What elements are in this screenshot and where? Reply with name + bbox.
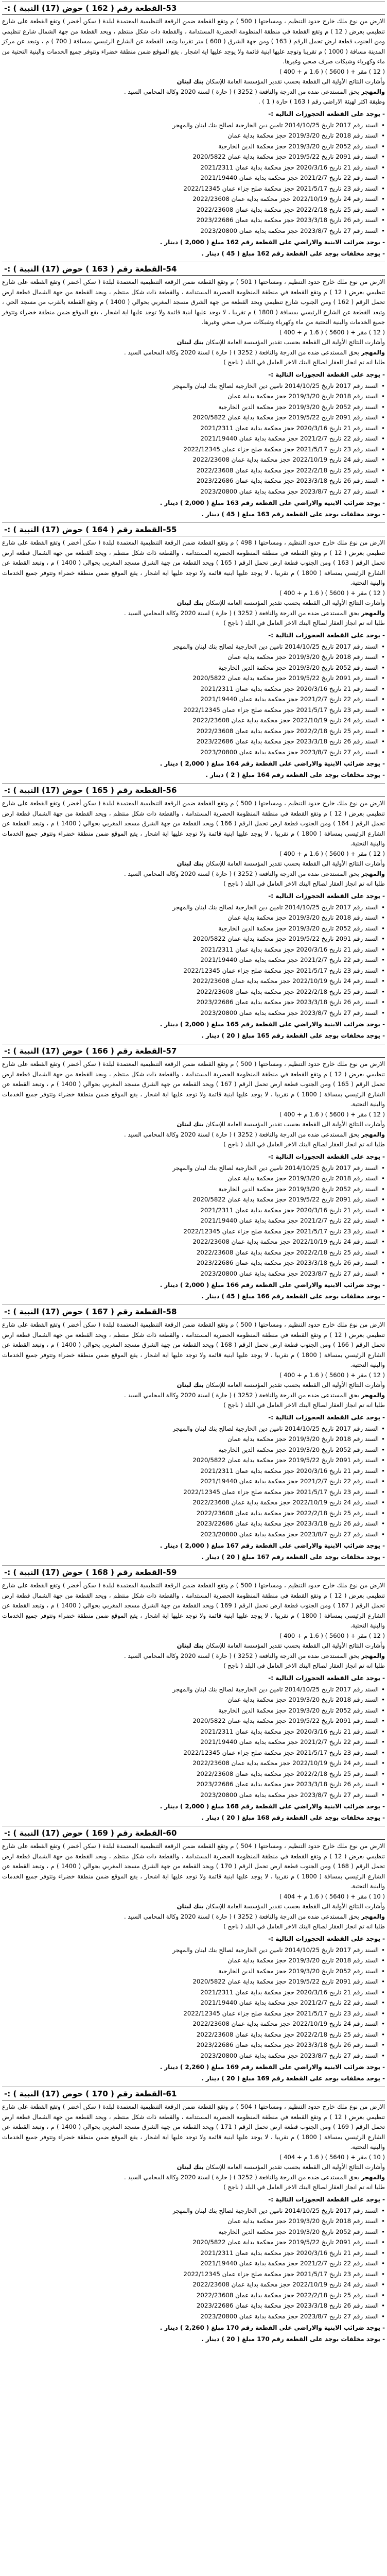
seizure-record: • السند رقم 25 تاريخ 2022/2/18 حجز محكمة بداية عمان 2022/23608 bbox=[2, 2029, 385, 2040]
seizure-record: • السند رقم 25 تاريخ 2022/2/18 حجز محكمة بداية عمان 2022/23608 bbox=[2, 2290, 385, 2301]
owner-prefix: وأشارت النتائج الأولية الى القطعة بحسب تقدير المؤسسة العامة للإسكان bbox=[205, 1642, 385, 1649]
seizures-list bbox=[2, 902, 385, 1019]
owner-prefix: وأشارت النتائج الأولية الى القطعة بحسب تقدير المؤسسة العامة للإسكان bbox=[205, 1381, 385, 1388]
tax-note: - يوجد ضرائب الابنية والاراضي على القطعة رقم 162 مبلغ ( 2,000 ) دينار . bbox=[2, 237, 385, 247]
seizure-record: • السند رقم 22 تاريخ 2021/2/7 حجز محكمة بداية عمان 2021/19440 bbox=[2, 1997, 385, 2008]
lot-description: الارض من نوع ملك خارج حدود التنظيم ، ومساحتها ( 500 ) م وتقع القطعة ضمن الرقعة التنظيمية المعتمدة لبلدة ( سكن أخضر ) وتقع القطعة على شارع تنظيمي بعرض ( 12 ) م وتقع القطعة في منطقة المنظومة الحضرية المستدامة ، والقطعة ذات شكل منتظم ، ويحد القطعة من جهة الشمال قطعة ارض تحمل الرقم ( 164 ) ومن الجنوب قطعة ارض تحمل الرقم ( 166 ) ويحد القطعة من جهة الشرق مسجد المغربي بحوالي ( 1400 ) م ، وتبعد القطعة عن الشارع الرئيسي بمسافة ( 1800 ) م تقريبا ، لا يوجد عليها ابنية قائمة ولا توجد عليها اية اشجار ، يقع الموقع ضمن منطقة خضراء وتتوفر جميع الخدمات والبنية التحتية. bbox=[2, 800, 385, 847]
dues-note: - يوجد مخلفات بوجد على القطعة رقم 164 مبلغ ( 2 ) دينار . bbox=[2, 770, 385, 780]
bullet-icon: - bbox=[382, 370, 385, 378]
seizures-heading-text: يوجد على القطعة الحجوزات التالية :- bbox=[268, 1153, 381, 1160]
lot-section bbox=[2, 1826, 385, 2083]
creditor-text: بحق المستدعى ضده من الدرجة والنافعة ( 3252 ) ( حارة ) لسنة 2020 وكالة المحامي السيد . bbox=[124, 2173, 359, 2181]
creditor-label: والمهجر bbox=[361, 348, 385, 356]
lot-description: الارض من نوع ملك خارج حدود التنظيم ، ومساحتها ( 498 ) م وتقع القطعة ضمن الرقعة التنظيمية المعتمدة لبلدة ( سكن أخضر ) وتقع القطعة على شارع تنظيمي بعرض ( 12 ) م وتقع القطعة في منطقة المنظومة الحضرية المستدامة ، والقطعة ذات شكل منتظم ، ويحد القطعة من جهة الشمال قطعة ارض تحمل الرقم ( 163 ) ومن الجنوب قطعة ارض تحمل الرقم ( 165 ) ويحد القطعة من جهة الشرق مسجد المغربي بحوالي ( 1400 ) م ، وتبعد القطعة عن الشارع الرئيسي بمسافة ( 1800 ) م تقريبا ، لا يوجد عليها ابنية قائمة ولا توجد عليها اية اشجار ، يقع الموقع ضمن منطقة خضراء وتتوفر جميع الخدمات والبنية التحتية. bbox=[2, 539, 385, 586]
owner-name: بنك لبنان bbox=[177, 1903, 204, 1910]
seizure-record: • السند رقم 26 تاريخ 2023/3/18 حجز محكمة بداية عمان 2023/22686 bbox=[2, 736, 385, 747]
seizure-record: • السند رقم 26 تاريخ 2023/3/18 حجز محكمة بداية عمان 2023/22686 bbox=[2, 476, 385, 486]
dues-note: - يوجد مخلفات بوجد على القطعة رقم 162 مبلغ ( 45 ) دينار . bbox=[2, 248, 385, 259]
seizure-record: • السند رقم 2018 تاريخ 2019/3/20 حجز محكمة بداية عمان bbox=[2, 1955, 385, 1966]
seizure-record: • السند رقم 22 تاريخ 2021/2/7 حجز محكمة بداية عمان 2021/19440 bbox=[2, 1737, 385, 1748]
lot-title-text: 60-القطعة رقم ( 169 ) حوض (17) النبية ) :- bbox=[2, 1828, 179, 1839]
seizures-list bbox=[2, 641, 385, 758]
lot-owner-paragraph bbox=[2, 1641, 385, 1651]
lot-creditor-paragraph bbox=[2, 869, 385, 879]
seizure-record: • السند رقم 27 تاريخ 2023/8/7 حجز محكمة بداية عمان 2023/20800 bbox=[2, 1268, 385, 1279]
creditor-text: بحق المستدعى ضده من الدرجة والنافعة ( 3252 ) ( حارة ) لسنة 2020 وكالة المحامي السيد . bbox=[124, 1130, 359, 1138]
seizure-record: • السند رقم 2018 تاريخ 2019/3/20 حجز محكمة بداية عمان bbox=[2, 1173, 385, 1184]
seizures-list bbox=[2, 1684, 385, 1801]
seizure-record: • السند رقم 2017 تاريخ 2014/10/25 تامين دين الخارجية لصالح بنك لبنان والمهجر bbox=[2, 120, 385, 131]
lot-description: الارض من نوع ملك خارج حدود التنظيم ، ومساحتها ( 500 ) م وتقع القطعة ضمن الرقعة التنظيمية المعتمدة لبلدة ( سكن أخضر ) وتقع القطعة على شارع تنظيمي بعرض ( 12 ) م وتقع القطعة في منطقة المنظومة الحضرية المستدامة ، والقطعة ذات شكل منتظم ، ويحد القطعة من جهة الشمال شارع تنظيمي ومن الجنوب قطعة ارض تحمل الرقم ( 163 ) ومن جهة الشرق ( 600 ) متر تقريبا وتبعد القطعة عن الشارع الرئيسي بمسافة ( 700 ) م ، وتبعد عن مركز المدينة مسافة ( 1000 ) م تقريبا وتوجد عليها ابنية قائمة ولا يوجد عليها اية اشجار ، يقع الموقع ضمن منطقة خضراء وتتوفر جميع الخدمات والبنية التحتية من ماء وكهرباء وشبكات صرف صحي وغيرها. bbox=[2, 18, 385, 65]
lot-owner-paragraph bbox=[2, 337, 385, 348]
seizure-record: • السند رقم 2052 تاريخ 2019/3/20 حجز محكمة الدين الخارجية bbox=[2, 2227, 385, 2238]
lot-owner-paragraph bbox=[2, 598, 385, 608]
seizures-heading bbox=[2, 369, 385, 380]
lot-creditor-paragraph bbox=[2, 1651, 385, 1662]
seizure-record: • السند رقم 23 تاريخ 2021/5/17 حجز محكمة صلح جزاء عمان 2022/12345 bbox=[2, 705, 385, 716]
seizures-list bbox=[2, 1945, 385, 2061]
seizures-heading-text: يوجد على القطعة الحجوزات التالية :- bbox=[268, 1413, 381, 1421]
seizure-record: • السند رقم 27 تاريخ 2023/8/7 حجز محكمة بداية عمان 2023/20800 bbox=[2, 486, 385, 497]
bullet-icon: - bbox=[382, 892, 385, 900]
seizure-record: • السند رقم 26 تاريخ 2023/3/18 حجز محكمة بداية عمان 2023/22686 bbox=[2, 2040, 385, 2050]
owner-name: بنك لبنان bbox=[177, 338, 204, 346]
creditor-label: والمهجر bbox=[361, 1912, 385, 1920]
owner-name: بنك لبنان bbox=[177, 1642, 204, 1649]
tax-note: - يوجد ضرائب الابنية والاراضي على القطعة رقم 165 مبلغ ( 2,000 ) دينار . bbox=[2, 1019, 385, 1029]
tax-note: - يوجد ضرائب الابنية والاراضي على القطعة رقم 169 مبلغ ( 2,260 ) دينار . bbox=[2, 2062, 385, 2072]
seizure-record: • السند رقم 23 تاريخ 2021/5/17 حجز محكمة صلح جزاء عمان 2022/12345 bbox=[2, 1487, 385, 1498]
seizure-record: • السند رقم 2091 تاريخ 2019/5/22 حجز محكمة بداية عمان 2020/5822 bbox=[2, 1455, 385, 1466]
seizures-list bbox=[2, 120, 385, 236]
seizure-record: • السند رقم 26 تاريخ 2023/3/18 حجز محكمة بداية عمان 2023/22686 bbox=[2, 215, 385, 226]
creditor-label: والمهجر bbox=[361, 1652, 385, 1659]
seizure-record: • السند رقم 23 تاريخ 2021/5/17 حجز محكمة صلح جزاء عمان 2022/12345 bbox=[2, 2269, 385, 2280]
lot-title-text: 61-القطعة رقم ( 170 ) حوض (17) النبية ) :- bbox=[2, 2089, 179, 2099]
tax-note: - يوجد ضرائب الابنية والاراضي على القطعة رقم 170 مبلغ ( 2,260 ) دينار . bbox=[2, 2323, 385, 2333]
lot-title-text: 59-القطعة رقم ( 168 ) حوض (17) النبية ) :- bbox=[2, 1567, 179, 1578]
lot-section bbox=[2, 262, 385, 519]
seizure-record: • السند رقم 25 تاريخ 2022/2/18 حجز محكمة بداية عمان 2022/23608 bbox=[2, 987, 385, 997]
bullet-icon: - bbox=[382, 1935, 385, 1942]
lot-creditor-paragraph bbox=[2, 348, 385, 358]
bullet-icon: - bbox=[382, 1413, 385, 1421]
lot-title-text: 56-القطعة رقم ( 165 ) حوض (17) النبية ) :- bbox=[2, 785, 179, 796]
seizures-heading-text: يوجد على القطعة الحجوزات التالية :- bbox=[268, 892, 381, 900]
lot-title bbox=[2, 785, 385, 797]
seizures-list bbox=[2, 1423, 385, 1540]
lot-section bbox=[2, 1565, 385, 1823]
lot-title-text: 58-القطعة رقم ( 167 ) حوض (17) النبية ) :- bbox=[2, 1307, 179, 1317]
bullet-icon: - bbox=[382, 2195, 385, 2203]
seizure-record: • السند رقم 2091 تاريخ 2019/5/22 حجز محكمة بداية عمان 2020/5822 bbox=[2, 934, 385, 944]
lot-section bbox=[2, 1044, 385, 1301]
seizure-record: • السند رقم 2018 تاريخ 2019/3/20 حجز محكمة بداية عمان bbox=[2, 912, 385, 923]
bullet-icon: - bbox=[382, 631, 385, 639]
lot-creditor-paragraph bbox=[2, 2173, 385, 2183]
lot-detail: طلبا انه تم انجاز العقار لصالح البنك الاخر العامل في البلد ( ناجح ) bbox=[223, 2183, 385, 2191]
dues-note: - يوجد مخلفات بوجد على القطعة رقم 169 مبلغ ( 20 ) دينار . bbox=[2, 2073, 385, 2083]
seizure-record: • السند رقم 2018 تاريخ 2019/3/20 حجز محكمة بداية عمان bbox=[2, 391, 385, 402]
owner-prefix: وأشارت النتائج الأولية الى القطعة بحسب تقدير المؤسسة العامة للإسكان bbox=[205, 338, 385, 346]
seizures-heading-text: يوجد على القطعة الحجوزات التالية :- bbox=[268, 370, 381, 378]
lot-area-formula: ( 12 ) مقر + ( 5600 ) ( 1.6 م + 400 ) bbox=[279, 1371, 385, 1379]
owner-name: بنك لبنان bbox=[177, 860, 204, 867]
seizure-record: • السند رقم 27 تاريخ 2023/8/7 حجز محكمة بداية عمان 2023/20800 bbox=[2, 1008, 385, 1019]
creditor-label: والمهجر bbox=[361, 1391, 385, 1399]
creditor-text: بحق المستدعى ضده من الدرجة والنافعة ( 3252 ) ( حارة ) لسنة 2020 وكالة المحامي السيد . bbox=[124, 870, 359, 877]
seizure-record: • السند رقم 2018 تاريخ 2019/3/20 حجز محكمة بداية عمان bbox=[2, 652, 385, 663]
creditor-label: والمهجر bbox=[361, 88, 385, 95]
creditor-text: بحق المستدعى ضده من الدرجة والنافعة ( 3252 ) ( حارة ) لسنة 2020 وكالة المحامي السيد . bbox=[124, 1652, 359, 1659]
seizures-heading bbox=[2, 109, 385, 119]
lot-section bbox=[2, 522, 385, 780]
seizure-record: • السند رقم 25 تاريخ 2022/2/18 حجز محكمة بداية عمان 2022/23608 bbox=[2, 1247, 385, 1258]
seizure-record: • السند رقم 2091 تاريخ 2019/5/22 حجز محكمة بداية عمان 2020/5822 bbox=[2, 412, 385, 423]
lot-owner-paragraph bbox=[2, 859, 385, 869]
seizure-record: • السند رقم 21 تاريخ 2020/3/16 حجز محكمة بداية عمان 2021/2311 bbox=[2, 423, 385, 434]
seizures-heading-text: يوجد على القطعة الحجوزات التالية :- bbox=[268, 110, 381, 117]
seizure-record: • السند رقم 22 تاريخ 2021/2/7 حجز محكمة بداية عمان 2021/19440 bbox=[2, 694, 385, 705]
seizure-record: • السند رقم 2052 تاريخ 2019/3/20 حجز محكمة الدين الخارجية bbox=[2, 1445, 385, 1455]
bullet-icon: - bbox=[382, 1674, 385, 1682]
seizure-record: • السند رقم 23 تاريخ 2021/5/17 حجز محكمة صلح جزاء عمان 2022/12345 bbox=[2, 2008, 385, 2019]
lot-title bbox=[2, 1828, 385, 1840]
owner-prefix: وأشارت النتائج الأولية الى القطعة بحسب تقدير المؤسسة العامة للإسكان bbox=[205, 2163, 385, 2171]
owner-name: بنك لبنان bbox=[177, 78, 204, 85]
seizure-record: • السند رقم 2091 تاريخ 2019/5/22 حجز محكمة بداية عمان 2020/5822 bbox=[2, 1194, 385, 1205]
seizure-record: • السند رقم 2017 تاريخ 2014/10/25 تامين دين الخارجية لصالح بنك لبنان والمهجر bbox=[2, 902, 385, 913]
seizure-record: • السند رقم 2052 تاريخ 2019/3/20 حجز محكمة الدين الخارجية bbox=[2, 663, 385, 673]
tax-note: - يوجد ضرائب الابنية والاراضي على القطعة رقم 163 مبلغ ( 2,000 ) دينار . bbox=[2, 498, 385, 508]
seizure-record: • السند رقم 2091 تاريخ 2019/5/22 حجز محكمة بداية عمان 2020/5822 bbox=[2, 151, 385, 162]
lot-owner-paragraph bbox=[2, 77, 385, 87]
lot-area-formula: ( 12 ) مقر + ( 5600 ) ( 1.6 م + 400 ) bbox=[279, 589, 385, 597]
tax-note: - يوجد ضرائب الابنية والاراضي على القطعة رقم 168 مبلغ ( 2,000 ) دينار . bbox=[2, 1801, 385, 1811]
lot-detail: طلبا انه تم انجاز العقار لصالح البنك الاخر العامل في البلد ( ناجح ) bbox=[223, 1141, 385, 1148]
seizure-record: • السند رقم 23 تاريخ 2021/5/17 حجز محكمة صلح جزاء عمان 2022/12345 bbox=[2, 444, 385, 455]
seizure-record: • السند رقم 26 تاريخ 2023/3/18 حجز محكمة بداية عمان 2023/22686 bbox=[2, 1518, 385, 1529]
lot-section bbox=[2, 1, 385, 259]
lot-title bbox=[2, 264, 385, 276]
creditor-label: والمهجر bbox=[361, 2173, 385, 2181]
creditor-label: والمهجر bbox=[361, 609, 385, 617]
dues-note: - يوجد مخلفات بوجد على القطعة رقم 168 مبلغ ( 20 ) دينار . bbox=[2, 1812, 385, 1823]
lot-detail: طلبا انه تم انجاز العقار لصالح البنك الاخر العامل في البلد ( ناجح ) bbox=[223, 1662, 385, 1669]
seizure-record: • السند رقم 21 تاريخ 2020/3/16 حجز محكمة بداية عمان 2021/2311 bbox=[2, 1987, 385, 1998]
creditor-text: بحق المستدعى ضده من الدرجة والنافعة ( 3252 ) ( حارة ) لسنة 2020 وكالة المحامي السيد . bbox=[124, 348, 359, 356]
seizure-record: • السند رقم 2052 تاريخ 2019/3/20 حجز محكمة الدين الخارجية bbox=[2, 141, 385, 152]
seizure-record: • السند رقم 22 تاريخ 2021/2/7 حجز محكمة بداية عمان 2021/19440 bbox=[2, 433, 385, 444]
lot-title bbox=[2, 524, 385, 536]
lot-creditor-paragraph bbox=[2, 1391, 385, 1401]
owner-prefix: وأشارت النتائج الأولية الى القطعة بحسب تقدير المؤسسة العامة للإسكان bbox=[205, 1903, 385, 1910]
seizures-heading-text: يوجد على القطعة الحجوزات التالية :- bbox=[268, 1674, 381, 1682]
dues-note: - يوجد مخلفات بوجد على القطعة رقم 163 مبلغ ( 45 ) دينار . bbox=[2, 509, 385, 519]
lot-title bbox=[2, 3, 385, 15]
seizure-record: • السند رقم 25 تاريخ 2022/2/18 حجز محكمة بداية عمان 2022/23608 bbox=[2, 465, 385, 476]
bullet-icon: - bbox=[382, 110, 385, 117]
lot-description: الارض من نوع ملك خارج حدود التنظيم ، ومساحتها ( 501 ) م وتقع القطعة ضمن الرقعة التنظيمية المعتمدة لبلدة ( سكن أخضر ) وتقع القطعة على شارع تنظيمي بعرض ( 12 ) م وتقع القطعة في منطقة المنظومة الحضرية المستدامة ، والقطعة ذات شكل منتظم ، ويحد القطعة من جهة الشمال قطعة ارض تحمل الرقم ( 162 ) ومن الجنوب شارع تنظيمي ويحد القطعة من جهة الشرق مسجد المغربي بحوالي ( 1400 ) م وتقع القطعة بالقرب من مسجد الحي ، وتبعد القطعة عن الشارع الرئيسي بمسافة ( 1800 ) م تقريبا ، لا يوجد عليها ابنية قائمة ولا توجد عليها اية اشجار ، يقع الموقع ضمن منطقة خضراء وتتوفر جميع الخدمات والبنية التحتية من ماء وكهرباء وشبكات صرف صحي وغيرها. bbox=[2, 278, 385, 326]
seizures-heading bbox=[2, 1151, 385, 1162]
seizures-list bbox=[2, 381, 385, 497]
owner-prefix: وأشارت النتائج الأولية الى القطعة بحسب تقدير المؤسسة العامة للإسكان bbox=[205, 860, 385, 867]
lot-title-text: 55-القطعة رقم ( 164 ) حوض (17) النبية ) :- bbox=[2, 524, 179, 535]
seizure-record: • السند رقم 24 تاريخ 2022/10/19 حجز محكمة بداية عمان 2022/23608 bbox=[2, 454, 385, 465]
seizure-record: • السند رقم 2018 تاريخ 2019/3/20 حجز محكمة بداية عمان bbox=[2, 1434, 385, 1445]
lot-description: الارض من نوع ملك خارج حدود التنظيم ، ومساحتها ( 504 ) م وتقع القطعة ضمن الرقعة التنظيمية المعتمدة لبلدة ( سكن أخضر ) وتقع القطعة على شارع تنظيمي بعرض ( 12 ) م وتقع القطعة في منطقة المنظومة الحضرية المستدامة ، والقطعة ذات شكل منتظم ، ويحد القطعة من جهة الشمال قطعة ارض تحمل الرقم ( 168 ) ومن الجنوب قطعة ارض تحمل الرقم ( 170 ) ويحد القطعة من جهة الشرق مسجد المغربي بحوالي ( 1400 ) م ، وتبعد القطعة عن الشارع الرئيسي بمسافة ( 1800 ) م تقريبا ، لا يوجد عليها ابنية قائمة ولا توجد عليها اية اشجار ، يقع الموقع ضمن منطقة خضراء وتتوفر جميع الخدمات والبنية التحتية. bbox=[2, 1842, 385, 1890]
lot-owner-paragraph bbox=[2, 1120, 385, 1130]
seizure-record: • السند رقم 2017 تاريخ 2014/10/25 تامين دين الخارجية لصالح بنك لبنان والمهجر bbox=[2, 1163, 385, 1174]
seizure-record: • السند رقم 2017 تاريخ 2014/10/25 تامين دين الخارجية لصالح بنك لبنان والمهجر bbox=[2, 641, 385, 652]
seizure-record: • السند رقم 2091 تاريخ 2019/5/22 حجز محكمة بداية عمان 2020/5822 bbox=[2, 1716, 385, 1726]
dues-note: - يوجد مخلفات بوجد على القطعة رقم 166 مبلغ ( 45 ) دينار . bbox=[2, 1291, 385, 1301]
seizure-record: • السند رقم 27 تاريخ 2023/8/7 حجز محكمة بداية عمان 2023/20800 bbox=[2, 226, 385, 236]
lot-title-text: 53-القطعة رقم ( 162 ) حوض (17) النبية ) :- bbox=[2, 3, 179, 14]
seizure-record: • السند رقم 26 تاريخ 2023/3/18 حجز محكمة بداية عمان 2023/22686 bbox=[2, 2300, 385, 2311]
owner-prefix: وأشارت النتائج الأولية الى القطعة بحسب تقدير المؤسسة العامة للإسكان bbox=[205, 599, 385, 606]
lot-detail: طلبا انه تم انجاز العقار لصالح البنك الاخر العامل في البلد ( ناجح ) bbox=[223, 359, 385, 366]
seizure-record: • السند رقم 2091 تاريخ 2019/5/22 حجز محكمة بداية عمان 2020/5822 bbox=[2, 2237, 385, 2248]
seizure-record: • السند رقم 2052 تاريخ 2019/3/20 حجز محكمة الدين الخارجية bbox=[2, 1184, 385, 1195]
lot-area-formula: ( 12 ) مقر + ( 5600 ) ( 1.6 م + 400 ) bbox=[279, 1110, 385, 1118]
seizures-heading bbox=[2, 1934, 385, 1944]
lot-description: الارض من نوع ملك خارج حدود التنظيم ، ومساحتها ( 500 ) م وتقع القطعة ضمن الرقعة التنظيمية المعتمدة لبلدة ( سكن أخضر ) وتقع القطعة على شارع تنظيمي بعرض ( 12 ) م وتقع القطعة في منطقة المنظومة الحضرية المستدامة ، والقطعة ذات شكل منتظم ، ويحد القطعة من جهة الشمال قطعة ارض تحمل الرقم ( 167 ) ومن الجنوب قطعة ارض تحمل الرقم ( 169 ) ويحد القطعة من جهة الشرق مسجد المغربي بحوالي ( 1400 ) م ، وتبعد القطعة عن الشارع الرئيسي بمسافة ( 1800 ) م تقريبا ، لا يوجد عليها ابنية قائمة ولا توجد عليها اية اشجار ، يقع الموقع ضمن منطقة خضراء وتتوفر جميع الخدمات والبنية التحتية. bbox=[2, 1582, 385, 1629]
lot-area-formula: ( 10 ) مقر + ( 5640 ) ( 1.6 م + 404 ) bbox=[279, 1892, 385, 1900]
seizure-record: • السند رقم 22 تاريخ 2021/2/7 حجز محكمة بداية عمان 2021/19440 bbox=[2, 955, 385, 965]
seizure-record: • السند رقم 2017 تاريخ 2014/10/25 تامين دين الخارجية لصالح بنك لبنان والمهجر bbox=[2, 381, 385, 392]
seizure-record: • السند رقم 2052 تاريخ 2019/3/20 حجز محكمة الدين الخارجية bbox=[2, 1705, 385, 1716]
lot-title bbox=[2, 2089, 385, 2100]
seizure-record: • السند رقم 26 تاريخ 2023/3/18 حجز محكمة بداية عمان 2023/22686 bbox=[2, 1258, 385, 1268]
seizure-record: • السند رقم 2018 تاريخ 2019/3/20 حجز محكمة بداية عمان bbox=[2, 2216, 385, 2227]
seizure-record: • السند رقم 25 تاريخ 2022/2/18 حجز محكمة بداية عمان 2022/23608 bbox=[2, 726, 385, 737]
lot-detail: طلبا انه تم انجاز العقار لصالح البنك الاخر العامل في البلد ( ناجح ) bbox=[223, 619, 385, 626]
lot-title bbox=[2, 1307, 385, 1318]
seizure-record: • السند رقم 24 تاريخ 2022/10/19 حجز محكمة بداية عمان 2022/23608 bbox=[2, 194, 385, 205]
dues-note: - يوجد مخلفات بوجد على القطعة رقم 167 مبلغ ( 20 ) دينار . bbox=[2, 1552, 385, 1562]
seizure-record: • السند رقم 27 تاريخ 2023/8/7 حجز محكمة بداية عمان 2023/20800 bbox=[2, 1529, 385, 1540]
seizures-heading bbox=[2, 891, 385, 901]
seizure-record: • السند رقم 24 تاريخ 2022/10/19 حجز محكمة بداية عمان 2022/23608 bbox=[2, 976, 385, 987]
tax-note: - يوجد ضرائب الابنية والاراضي على القطعة رقم 167 مبلغ ( 2,000 ) دينار . bbox=[2, 1540, 385, 1551]
creditor-text: بحق المستدعى ضده من الدرجة والنافعة ( 3252 ) ( حارة ) لسنة 2020 وكالة المحامي السيد . bbox=[124, 609, 359, 617]
lot-description: الارض من نوع ملك خارج حدود التنظيم ، ومساحتها ( 500 ) م وتقع القطعة ضمن الرقعة التنظيمية المعتمدة لبلدة ( سكن أخضر ) وتقع القطعة على شارع تنظيمي بعرض ( 12 ) م وتقع القطعة في منطقة المنظومة الحضرية المستدامة ، والقطعة ذات شكل منتظم ، ويحد القطعة من جهة الشمال قطعة ارض تحمل الرقم ( 165 ) ومن الجنوب قطعة ارض تحمل الرقم ( 167 ) ويحد القطعة من جهة الشرق مسجد المغربي بحوالي ( 1400 ) م ، وتبعد القطعة عن الشارع الرئيسي بمسافة ( 1800 ) م تقريبا ، لا يوجد عليها ابنية قائمة ولا توجد عليها اية اشجار ، يقع الموقع ضمن منطقة خضراء وتتوفر جميع الخدمات والبنية التحتية. bbox=[2, 1060, 385, 1108]
seizures-heading bbox=[2, 630, 385, 640]
seizure-record: • السند رقم 22 تاريخ 2021/2/7 حجز محكمة بداية عمان 2021/19440 bbox=[2, 1215, 385, 1226]
lot-area-formula: ( 12 ) مقر + ( 5600 ) ( 1.6 م + 400 ) bbox=[279, 67, 385, 75]
seizure-record: • السند رقم 2017 تاريخ 2014/10/25 تامين دين الخارجية لصالح بنك لبنان والمهجر bbox=[2, 2206, 385, 2216]
seizure-record: • السند رقم 25 تاريخ 2022/2/18 حجز محكمة بداية عمان 2022/23608 bbox=[2, 1769, 385, 1780]
seizure-record: • السند رقم 24 تاريخ 2022/10/19 حجز محكمة بداية عمان 2022/23608 bbox=[2, 1497, 385, 1508]
seizure-record: • السند رقم 27 تاريخ 2023/8/7 حجز محكمة بداية عمان 2023/20800 bbox=[2, 747, 385, 758]
lot-owner-paragraph bbox=[2, 2162, 385, 2173]
seizure-record: • السند رقم 24 تاريخ 2022/10/19 حجز محكمة بداية عمان 2022/23608 bbox=[2, 2279, 385, 2290]
lot-section bbox=[2, 2087, 385, 2344]
seizure-record: • السند رقم 2018 تاريخ 2019/3/20 حجز محكمة بداية عمان bbox=[2, 130, 385, 141]
seizures-heading bbox=[2, 1673, 385, 1683]
creditor-text: بحق المستدعى ضده من الدرجة والنافعة ( 3252 ) ( حارة ) لسنة 2020 وكالة المحامي السيد . bbox=[124, 1391, 359, 1399]
creditor-text: بحق المستدعى ضده من الدرجة والنافعة ( 3252 ) ( حارة ) لسنة 2020 وكالة المحامي السيد . bbox=[124, 88, 359, 95]
seizures-heading-text: يوجد على القطعة الحجوزات التالية :- bbox=[268, 2195, 381, 2203]
lot-title-text: 57-القطعة رقم ( 166 ) حوض (17) النبية ) :- bbox=[2, 1046, 179, 1057]
seizure-record: • السند رقم 21 تاريخ 2020/3/16 حجز محكمة بداية عمان 2021/2311 bbox=[2, 944, 385, 955]
tax-note: - يوجد ضرائب الابنية والاراضي على القطعة رقم 166 مبلغ ( 2,000 ) دينار . bbox=[2, 1280, 385, 1290]
lot-creditor-paragraph bbox=[2, 87, 385, 97]
seizure-record: • السند رقم 21 تاريخ 2020/3/16 حجز محكمة بداية عمان 2021/2311 bbox=[2, 2248, 385, 2259]
seizure-record: • السند رقم 21 تاريخ 2020/3/16 حجز محكمة بداية عمان 2021/2311 bbox=[2, 1466, 385, 1477]
lot-area-formula: ( 12 ) مقر + ( 5600 ) ( 1.6 م + 400 ) bbox=[279, 850, 385, 857]
seizure-record: • السند رقم 25 تاريخ 2022/2/18 حجز محكمة بداية عمان 2022/23608 bbox=[2, 1508, 385, 1519]
creditor-text: بحق المستدعى ضده من الدرجة والنافعة ( 3252 ) ( حارة ) لسنة 2020 وكالة المحامي السيد . bbox=[124, 1912, 359, 1920]
seizure-record: • السند رقم 2018 تاريخ 2019/3/20 حجز محكمة بداية عمان bbox=[2, 1694, 385, 1705]
seizure-record: • السند رقم 24 تاريخ 2022/10/19 حجز محكمة بداية عمان 2022/23608 bbox=[2, 1236, 385, 1247]
creditor-label: والمهجر bbox=[361, 1130, 385, 1138]
seizures-heading-text: يوجد على القطعة الحجوزات التالية :- bbox=[268, 631, 381, 639]
lot-area-formula: ( 12 ) مقر + ( 5600 ) ( 1.6 م + 400 ) bbox=[279, 328, 385, 336]
seizure-record: • السند رقم 2017 تاريخ 2014/10/25 تامين دين الخارجية لصالح بنك لبنان والمهجر bbox=[2, 1423, 385, 1434]
seizure-record: • السند رقم 27 تاريخ 2023/8/7 حجز محكمة بداية عمان 2023/20800 bbox=[2, 2311, 385, 2322]
lot-section bbox=[2, 1304, 385, 1562]
lot-creditor-paragraph bbox=[2, 1912, 385, 1922]
seizure-record: • السند رقم 21 تاريخ 2020/3/16 حجز محكمة بداية عمان 2021/2311 bbox=[2, 1205, 385, 1216]
seizures-list bbox=[2, 1163, 385, 1279]
seizure-record: • السند رقم 2052 تاريخ 2019/3/20 حجز محكمة الدين الخارجية bbox=[2, 402, 385, 413]
seizures-list bbox=[2, 2206, 385, 2322]
seizure-record: • السند رقم 25 تاريخ 2022/2/18 حجز محكمة بداية عمان 2022/23608 bbox=[2, 205, 385, 215]
seizure-record: • السند رقم 2091 تاريخ 2019/5/22 حجز محكمة بداية عمان 2020/5822 bbox=[2, 673, 385, 684]
tax-note: - يوجد ضرائب الابنية والاراضي على القطعة رقم 164 مبلغ ( 2,000 ) دينار . bbox=[2, 758, 385, 769]
seizures-heading-text: يوجد على القطعة الحجوزات التالية :- bbox=[268, 1935, 381, 1942]
seizure-record: • السند رقم 22 تاريخ 2021/2/7 حجز محكمة بداية عمان 2021/19440 bbox=[2, 1476, 385, 1487]
seizure-record: • السند رقم 24 تاريخ 2022/10/19 حجز محكمة بداية عمان 2022/23608 bbox=[2, 715, 385, 726]
owner-prefix: وأشارت النتائج الأولية الى القطعة بحسب تقدير المؤسسة العامة للإسكان bbox=[205, 78, 385, 85]
owner-name: بنك لبنان bbox=[177, 1381, 204, 1388]
seizure-record: • السند رقم 22 تاريخ 2021/2/7 حجز محكمة بداية عمان 2021/19440 bbox=[2, 2258, 385, 2269]
seizure-record: • السند رقم 2091 تاريخ 2019/5/22 حجز محكمة بداية عمان 2020/5822 bbox=[2, 1976, 385, 1987]
seizure-record: • السند رقم 2017 تاريخ 2014/10/25 تامين دين الخارجية لصالح بنك لبنان والمهجر bbox=[2, 1945, 385, 1956]
seizures-heading bbox=[2, 2194, 385, 2205]
seizure-record: • السند رقم 2052 تاريخ 2019/3/20 حجز محكمة الدين الخارجية bbox=[2, 1966, 385, 1977]
seizure-record: • السند رقم 27 تاريخ 2023/8/7 حجز محكمة بداية عمان 2023/20800 bbox=[2, 2050, 385, 2061]
lot-detail: طلبا انه تم انجاز العقار لصالح البنك الاخر العامل في البلد ( ناجح ) bbox=[223, 880, 385, 887]
owner-name: بنك لبنان bbox=[177, 1121, 204, 1128]
seizure-record: • السند رقم 21 تاريخ 2020/3/16 حجز محكمة بداية عمان 2021/2311 bbox=[2, 684, 385, 694]
lot-detail: طلبا انه تم انجاز العقار لصالح البنك الاخر العامل في البلد ( ناجح ) bbox=[223, 1401, 385, 1409]
seizure-record: • السند رقم 23 تاريخ 2021/5/17 حجز محكمة صلح جزاء عمان 2022/12345 bbox=[2, 1748, 385, 1758]
seizure-record: • السند رقم 23 تاريخ 2021/5/17 حجز محكمة صلح جزاء عمان 2022/12345 bbox=[2, 965, 385, 976]
lot-owner-paragraph bbox=[2, 1380, 385, 1391]
seizure-record: • السند رقم 21 تاريخ 2020/3/16 حجز محكمة بداية عمان 2021/2311 bbox=[2, 162, 385, 173]
seizure-record: • السند رقم 2052 تاريخ 2019/3/20 حجز محكمة الدين الخارجية bbox=[2, 923, 385, 934]
lot-description: الارض من نوع ملك خارج حدود التنظيم ، ومساحتها ( 504 ) م وتقع القطعة ضمن الرقعة التنظيمية المعتمدة لبلدة ( سكن أخضر ) وتقع القطعة على شارع تنظيمي بعرض ( 12 ) م وتقع القطعة في منطقة المنظومة الحضرية المستدامة ، والقطعة ذات شكل منتظم ، ويحد القطعة من جهة الشمال قطعة ارض تحمل الرقم ( 169 ) ومن الجنوب قطعة ارض تحمل الرقم ( 171 ) ويحد القطعة من جهة الشرق مسجد المغربي بحوالي ( 1400 ) م ، وتبعد القطعة عن الشارع الرئيسي بمسافة ( 1800 ) م تقريبا ، لا يوجد عليها ابنية قائمة ولا توجد عليها اية اشجار ، يقع الموقع ضمن منطقة خضراء وتتوفر جميع الخدمات والبنية التحتية. bbox=[2, 2103, 385, 2150]
owner-name: بنك لبنان bbox=[177, 599, 204, 606]
seizure-record: • السند رقم 26 تاريخ 2023/3/18 حجز محكمة بداية عمان 2023/22686 bbox=[2, 1779, 385, 1790]
dues-note: - يوجد مخلفات بوجد على القطعة رقم 170 مبلغ ( 20 ) دينار . bbox=[2, 2334, 385, 2344]
seizure-record: • السند رقم 21 تاريخ 2020/3/16 حجز محكمة بداية عمان 2021/2311 bbox=[2, 1726, 385, 1737]
seizure-record: • السند رقم 23 تاريخ 2021/5/17 حجز محكمة صلح جزاء عمان 2022/12345 bbox=[2, 183, 385, 194]
lot-title bbox=[2, 1046, 385, 1058]
lot-owner-paragraph bbox=[2, 1902, 385, 1912]
dues-note: - يوجد مخلفات بوجد على القطعة رقم 165 مبلغ ( 20 ) دينار . bbox=[2, 1030, 385, 1041]
seizure-record: • السند رقم 24 تاريخ 2022/10/19 حجز محكمة بداية عمان 2022/23608 bbox=[2, 1758, 385, 1769]
owner-name: بنك لبنان bbox=[177, 2163, 204, 2171]
lot-detail: وطبقة اكثر لهيئة الاراضي رقم ( 163 ) حارة ( 1 ) . bbox=[258, 98, 385, 105]
seizure-record: • السند رقم 2017 تاريخ 2014/10/25 تامين دين الخارجية لصالح بنك لبنان والمهجر bbox=[2, 1684, 385, 1695]
seizure-record: • السند رقم 24 تاريخ 2022/10/19 حجز محكمة بداية عمان 2022/23608 bbox=[2, 2019, 385, 2029]
lot-detail: طلبا انه تم انجاز العقار لصالح البنك الاخر العامل في البلد ( ناجح ) bbox=[223, 1923, 385, 1930]
lot-creditor-paragraph bbox=[2, 608, 385, 619]
lot-title bbox=[2, 1567, 385, 1579]
seizure-record: • السند رقم 22 تاريخ 2021/2/7 حجز محكمة بداية عمان 2021/19440 bbox=[2, 173, 385, 183]
bullet-icon: - bbox=[382, 1153, 385, 1160]
lot-title-text: 54-القطعة رقم ( 163 ) حوض (17) النبية ) :- bbox=[2, 264, 179, 275]
seizure-record: • السند رقم 23 تاريخ 2021/5/17 حجز محكمة صلح جزاء عمان 2022/12345 bbox=[2, 1226, 385, 1237]
seizure-record: • السند رقم 27 تاريخ 2023/8/7 حجز محكمة بداية عمان 2023/20800 bbox=[2, 1790, 385, 1801]
lot-creditor-paragraph bbox=[2, 1130, 385, 1140]
lot-area-formula: ( 12 ) مقر + ( 5600 ) ( 1.6 م + 400 ) bbox=[279, 1632, 385, 1639]
seizures-heading bbox=[2, 1412, 385, 1422]
lot-description: الارض من نوع ملك خارج حدود التنظيم ، ومساحتها ( 500 ) م وتقع القطعة ضمن الرقعة التنظيمية المعتمدة لبلدة ( سكن أخضر ) وتقع القطعة على شارع تنظيمي بعرض ( 12 ) م وتقع القطعة في منطقة المنظومة الحضرية المستدامة ، والقطعة ذات شكل منتظم ، ويحد القطعة من جهة الشمال قطعة ارض تحمل الرقم ( 166 ) ومن الجنوب قطعة ارض تحمل الرقم ( 168 ) ويحد القطعة من جهة الشرق مسجد المغربي بحوالي ( 1400 ) م ، وتبعد القطعة عن الشارع الرئيسي بمسافة ( 1800 ) م تقريبا ، لا يوجد عليها ابنية قائمة ولا توجد عليها اية اشجار ، يقع الموقع ضمن منطقة خضراء وتتوفر جميع الخدمات والبنية التحتية. bbox=[2, 1321, 385, 1368]
creditor-label: والمهجر bbox=[361, 870, 385, 877]
seizure-record: • السند رقم 26 تاريخ 2023/3/18 حجز محكمة بداية عمان 2023/22686 bbox=[2, 997, 385, 1008]
lot-area-formula: ( 10 ) مقر + ( 5640 ) ( 1.6 م + 404 ) bbox=[279, 2153, 385, 2161]
lot-section bbox=[2, 783, 385, 1041]
owner-prefix: وأشارت النتائج الأولية الى القطعة بحسب تقدير المؤسسة العامة للإسكان bbox=[205, 1121, 385, 1128]
